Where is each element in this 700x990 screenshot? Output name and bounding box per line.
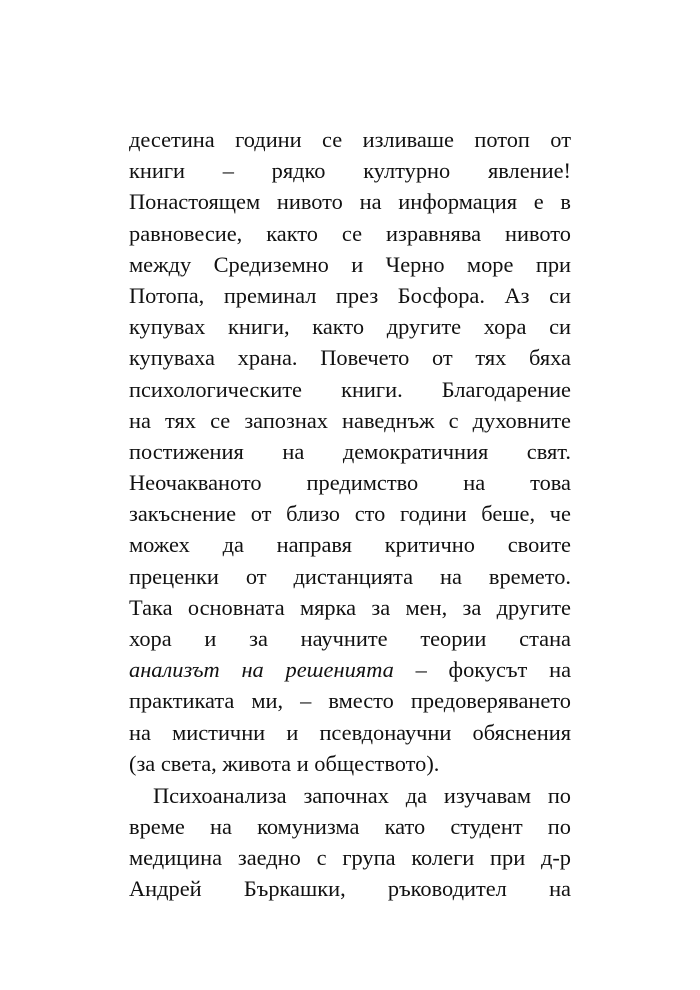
text-line: психологическите книги. Благодарение (129, 376, 571, 402)
text-line: купуваха храна. Повечето от тях бяха (129, 345, 571, 371)
text-line: (за света, живота и обществото). (129, 750, 440, 776)
text-line: десетина години се изливаше потоп от (129, 127, 571, 152)
text-line: между Средиземно и Черно море при (129, 251, 571, 277)
text-line: преценки от дистанцията на времето. (129, 563, 571, 589)
italic-phrase: анализът на решенията (129, 657, 394, 683)
text-line: медицина заедно с група колеги при д-р (129, 844, 571, 870)
body-text (129, 124, 571, 904)
text-line: на мистични и псевдонаучни обяснения (129, 719, 571, 745)
text-line: Андрей Бъркашки, ръководител на (129, 876, 571, 902)
text-line: Така основната мярка за мен, за другите (129, 594, 571, 620)
text-line: постижения на демократичния свят. (129, 438, 571, 464)
text-line: Понастоящем нивото на информация е в (129, 189, 571, 215)
text-line: хора и за научните теории стана (129, 626, 571, 651)
text-line: купувах книги, както другите хора си (129, 314, 571, 340)
text-line: закъснение от близо сто години беше, че (129, 501, 571, 527)
text-line: можех да направя критично своите (129, 532, 571, 558)
text-line: практиката ми, – вместо предоверяването (129, 688, 571, 714)
text-line: Неочакваното предимство на това (129, 470, 571, 496)
text-line (129, 654, 571, 685)
text-line: на тях се запознах наведнъж с духовните (129, 407, 571, 433)
text-line-rest: – фокусът на (393, 657, 572, 683)
text-line: Психоанализа започнах да изучавам по (153, 782, 571, 808)
text-line: време на комунизма като студент по (129, 813, 571, 839)
text-line: Потопа, преминал през Босфора. Аз си (129, 282, 571, 308)
text-line: равновесие, както се изравнява нивото (129, 220, 571, 246)
text-line: книги – рядко културно явление! (129, 158, 571, 184)
